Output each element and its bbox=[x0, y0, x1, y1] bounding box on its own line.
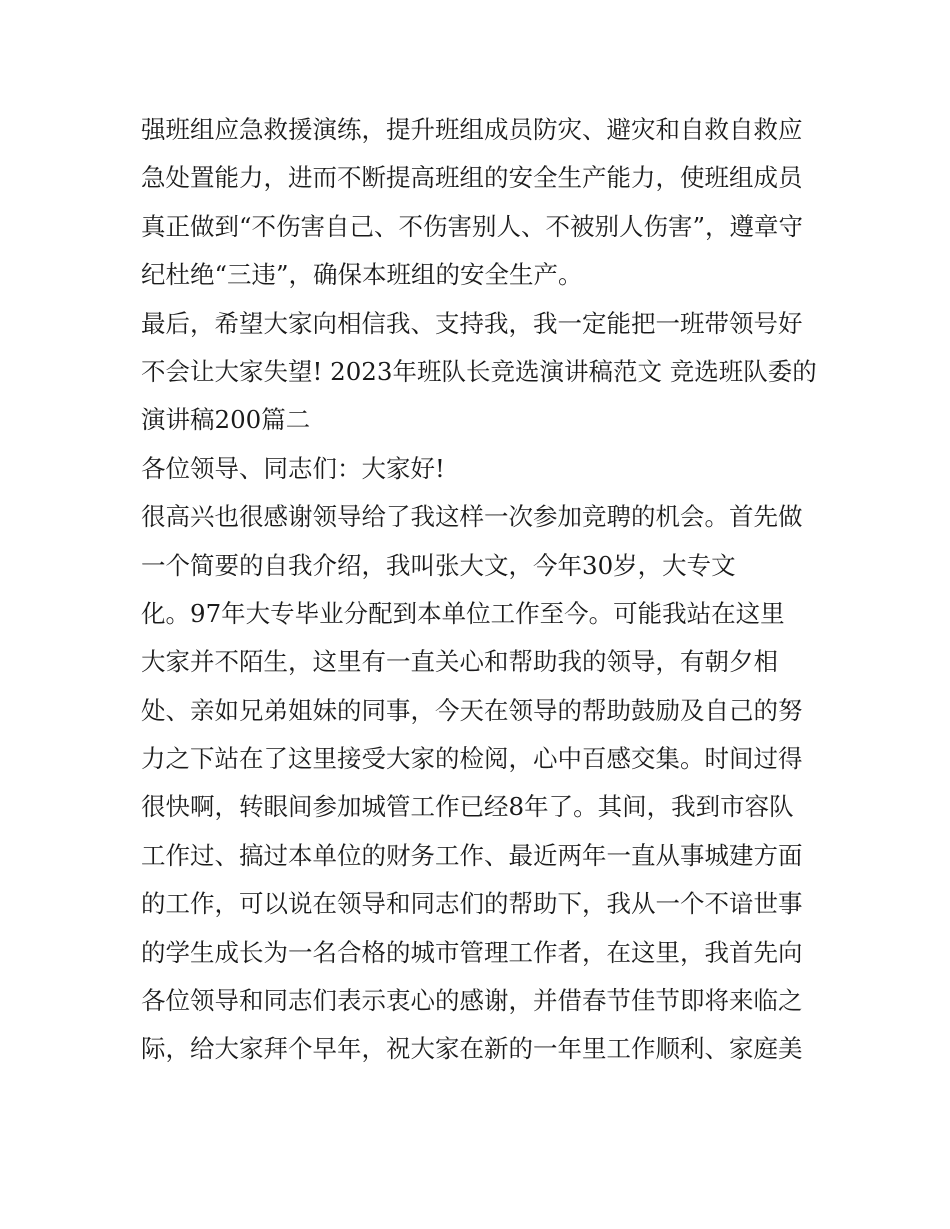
document-body bbox=[141, 106, 821, 1074]
text-line: 工作过、搞过本单位的财务工作、最近两年一直从事城建方面 bbox=[141, 840, 803, 870]
text-line: 急处置能力，进而不断提高班组的安全生产能力，使班组成员 bbox=[141, 163, 803, 193]
text-line: 纪杜绝“三违”，确保本班组的安全生产。 bbox=[141, 260, 583, 290]
text-line: 各位领导和同志们表示衷心的感谢，并借春节佳节即将来临之 bbox=[141, 986, 803, 1016]
text-line: 很高兴也很感谢领导给了我这样一次参加竞聘的机会。首先做 bbox=[141, 502, 803, 532]
text-line: 真正做到“不伤害自己、不伤害别人、不被别人伤害”，遵章守 bbox=[141, 211, 804, 241]
text-line: 演讲稿200篇二 bbox=[141, 405, 311, 435]
text-line: 强班组应急救援演练，提升班组成员防灾、避灾和自救自救应 bbox=[141, 115, 803, 144]
text-line: 不会让大家失望! 2023年班队长竞选演讲稿范文 竞选班队委的 bbox=[141, 356, 817, 386]
text-line: 处、亲如兄弟姐妹的同事，今天在领导的帮助鼓励及自己的努 bbox=[141, 695, 803, 725]
text-line: 一个简要的自我介绍，我叫张大文，今年30岁，大专文 bbox=[141, 550, 736, 580]
text-line: 的学生成长为一名合格的城市管理工作者，在这里，我首先向 bbox=[141, 937, 803, 967]
text-line: 化。97年大专毕业分配到本单位工作至今。可能我站在这里 bbox=[141, 598, 785, 628]
text-line: 大家并不陌生，这里有一直关心和帮助我的领导，有朝夕相 bbox=[141, 647, 778, 677]
text-line: 最后，希望大家向相信我、支持我，我一定能把一班带领号好 bbox=[141, 308, 803, 338]
text-line: 很快啊，转眼间参加城管工作已经8年了。其间，我到市容队 bbox=[141, 792, 794, 822]
text-line: 的工作，可以说在领导和同志们的帮助下，我从一个不谙世事 bbox=[141, 889, 803, 919]
text-line: 际，给大家拜个早年，祝大家在新的一年里工作顺利、家庭美 bbox=[141, 1034, 803, 1064]
text-line: 各位领导、同志们：大家好! bbox=[141, 453, 445, 483]
text-line: 力之下站在了这里接受大家的检阅，心中百感交集。时间过得 bbox=[141, 744, 803, 774]
